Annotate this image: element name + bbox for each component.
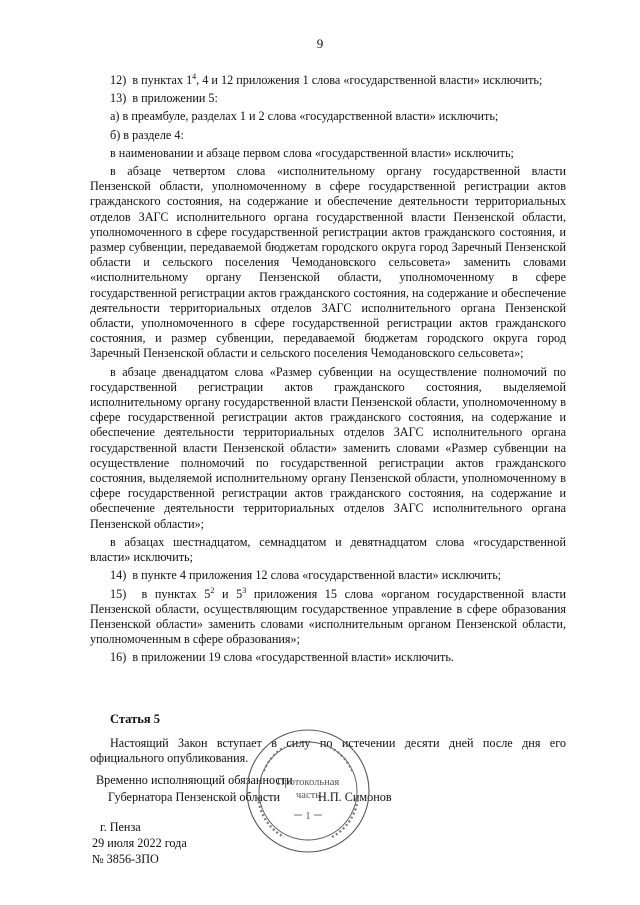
amendment-item: 13) в приложении 5: — [110, 91, 218, 106]
amendment-item: 15) в пунктах $5^2$ и $5^3$ приложения 15 слова «органом государственной власти Пензенской области, осуществляющим государственное управление в сфере образования Пензенской области» заменить словами «исполнительным органом Пензенской области, уполномоченным в сфере образования»; — [90, 585, 566, 647]
final-paragraph: Настоящий Закон вступает в силу по истечении десяти дней после дня его официального опубликования. — [90, 736, 566, 766]
amendment-item: б) в разделе 4: — [110, 127, 184, 142]
date: 29 июля 2022 года — [92, 836, 187, 850]
amendment-item: 14) в пункте 4 приложения 12 слова «государственной власти» исключить; — [110, 568, 502, 583]
city: г. Пенза — [100, 820, 141, 834]
stamp-number: 1 — [305, 811, 311, 822]
article-title: Статья 5 — [110, 712, 160, 726]
amendment-item: 16) в приложении 19 слова «государственной власти» исключить. — [110, 650, 454, 665]
page-number: 9 — [316, 36, 324, 51]
amendment-item: в абзаце двенадцатом слова «Размер субвенции на осуществление полномочий по государственной регистрации актов гражданского состояния, выделяемой исполнительному органу государственной власти Пензенской области, уполномоченному в сфере государственной регистрации актов гражданского состояния, на содержание и обеспечение деятельности территориальных отделов ЗАГС исполнительного органа государственной власти Пензенской области» заменить словами «Размер субвенции на осуществление полномочий по государственной регистрации актов гражданского состояния, выделяемой исполнительному органу Пензенской области, уполномоченному в сфере государственной регистрации актов гражданского состояния, на содержание и обеспечение деятельности территориальных отделов ЗАГС исполнительного органа Пензенской области»; — [90, 364, 566, 531]
signature-name: Н.П. Симонов — [318, 790, 392, 804]
stamp-line2: часть — [296, 790, 320, 801]
amendment-item: 12) в пунктах $1^4$, 4 и 12 приложения 1 слова «государственной власти» исключить; — [110, 71, 543, 87]
stamp-line1: Протокольная — [276, 777, 340, 788]
amendment-item: в абзаце четвертом слова «исполнительному органу государственной власти Пензенской области, уполномоченному в сфере государственной регистрации актов гражданского состояния, на содержание и обеспечение деятельности территориальных отделов ЗАГС исполнительного органа государственной власти Пензенской области, уполномоченного в сфере государственной регистрации актов гражданского состояния, и размер субвенции, передаваемой бюджетам городского округа город Заречный Пензенской области и сельского поселения Чемодановского сельсовета» заменить словами «исполнительному органу Пензенской области, уполномоченному в сфере государственной регистрации актов гражданского состояния, на содержание и обеспечение деятельности территориальных отделов ЗАГС исполнительного органа Пензенской области, уполномоченного в сфере государственной регистрации актов гражданского состояния, и размер субвенции, передаваемой бюджетам городского округа город Заречный Пензенской области и сельского поселения Чемодановского сельсовета»; — [90, 164, 566, 361]
signature-position-line2: Губернатора Пензенской области — [108, 790, 281, 804]
law-number: № 3856-ЗПО — [92, 852, 159, 866]
amendment-item: в абзацах шестнадцатом, семнадцатом и девятнадцатом слова «государственной власти» исключить; — [90, 534, 566, 565]
signature-position-line1: Временно исполняющий обязанности — [96, 773, 293, 787]
amendment-item: а) в преамбуле, разделах 1 и 2 слова «государственной власти» исключить; — [110, 109, 499, 124]
amendment-item: в наименовании и абзаце первом слова «государственной власти» исключить; — [110, 145, 514, 160]
amendments-list — [90, 73, 566, 669]
